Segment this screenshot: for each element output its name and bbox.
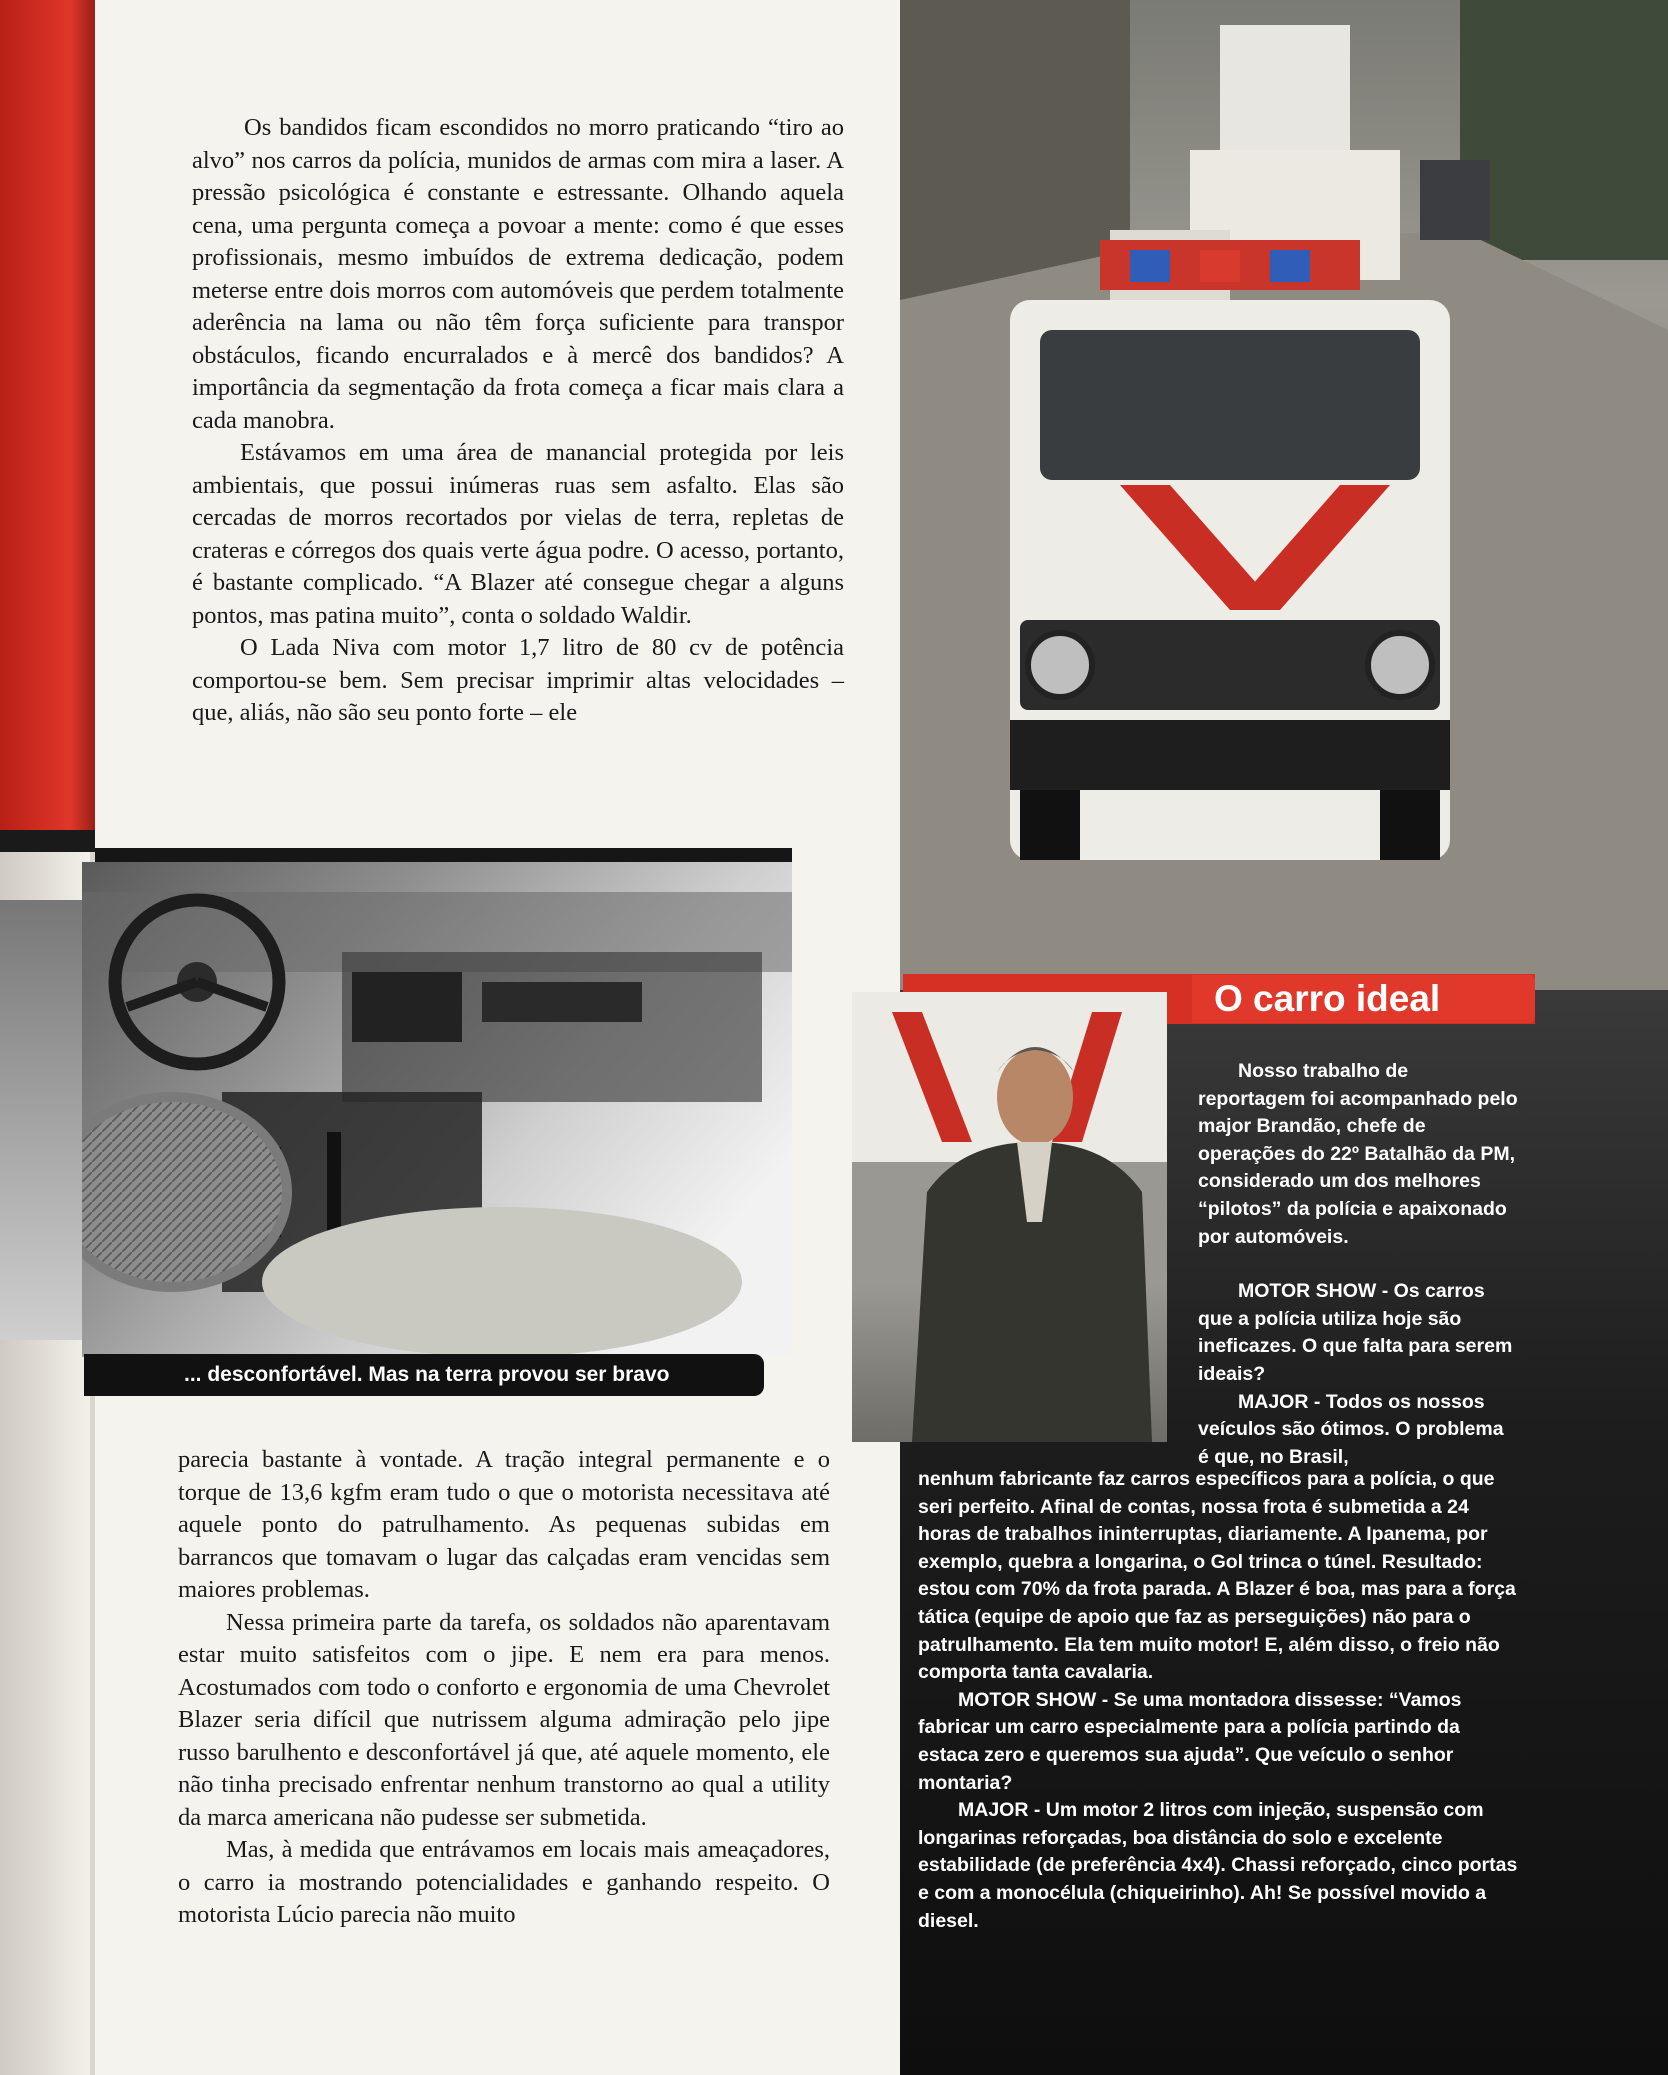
article-paragraph: Os bandidos ficam escondidos no morro praticando “tiro ao alvo” nos carros da polícia, munidos de armas com mira a laser. A pressão psicológica é constante e estressante. Olhando aquela cena, uma pergunta começa a povoar a mente: como é que esses profissionais, mesmo imbuídos de extrema dedicação, podem meterse entre dois morros com automóveis que perdem totalmente aderência na lama ou não têm força suficiente para transpor obstáculos, ficando encurralados e à mercê dos bandidos? A importância da segmentação da frota começa a ficar mais clara a cada manobra.: [192, 114, 844, 434]
red-page-edge: [0, 0, 100, 830]
sidebar-title: O carro ideal: [1192, 975, 1535, 1023]
police-cars-illustration: [900, 0, 1668, 990]
sidebar-intro: Nosso trabalho de reportagem foi acompanhado pelo major Brandão, chefe de operações do 22º Batalhão da PM, considerado um dos melhores “pilotos” da polícia e apaixonado por automóveis.: [1198, 1060, 1518, 1248]
question-1: MOTOR SHOW - Os carros que a polícia utiliza hoje são ineficazes. O que falta para serem ideais?: [1198, 1280, 1513, 1385]
major-portrait-photo: [852, 992, 1167, 1442]
question-2: MOTOR SHOW - Se uma montadora dissesse: “Vamos fabricar um carro especialmente para a polícia partindo da estaca zero e queremos sua ajuda”. Que veículo o senhor montaria?: [918, 1688, 1462, 1794]
article-paragraph: Mas, à medida que entrávamos em locais mais ameaçadores, o carro ia mostrando potencialidades e ganhando respeito. O motorista Lúcio parecia não muito: [178, 1836, 830, 1928]
police-cars-photo: [900, 0, 1668, 990]
sidebar-text-lower: [918, 1466, 1518, 1935]
black-stripe: [0, 830, 100, 852]
answer-1-rest: nenhum fabricante faz carros específicos para a polícia, o que seri perfeito. Afinal de contas, nossa frota é submetida a 24 horas de trabalhos ininterruptas, diariamente. A Ipanema, por exemplo, quebra a longarina, o Gol trinca o túnel. Resultado: estou com 70% da frota parada. A Blazer é boa, mas para a força tática (equipe de apoio que faz as perseguições) não para o patrulhamento. Ela tem muito motor! E, além disso, o freio não comporta tanta cavalaria.: [918, 1468, 1516, 1684]
sidebar-text-upper: [1198, 1058, 1518, 1471]
article-paragraph: O Lada Niva com motor 1,7 litro de 80 cv de potência comportou-se bem. Sem precisar imprimir altas velocidades – que, aliás, não são seu ponto forte – ele: [192, 634, 844, 726]
article-column-top: [192, 112, 844, 730]
dashboard-illustration: [82, 862, 792, 1357]
answer-1-start: MAJOR - Todos os nossos veículos são ótimos. O problema é que, no Brasil,: [1198, 1390, 1504, 1468]
answer-2: MAJOR - Um motor 2 litros com injeção, suspensão com longarinas reforçadas, boa distância do solo e excelente estabilidade (de preferência 4x4). Chassi reforçado, cinco portas e com a monocélula (chiqueirinho). Ah! Se possível movido a diesel.: [918, 1799, 1518, 1932]
dashboard-photo: [82, 862, 792, 1357]
door-photo-left: [0, 900, 82, 1340]
article-paragraph: parecia bastante à vontade. A tração integral permanente e o torque de 13,6 kgfm eram tudo o que o motorista necessitava até aquele ponto do patrulhamento. As pequenas subidas em barrancos que tomavam o lugar das calçadas eram vencidas sem maiores problemas.: [178, 1446, 830, 1603]
photo-caption: ... desconfortável. Mas na terra provou ser bravo: [84, 1354, 764, 1396]
portrait-illustration: [852, 992, 1167, 1442]
article-paragraph: Nessa primeira parte da tarefa, os soldados não aparentavam estar muito satisfeitos com o jipe. E nem era para menos. Acostumados com todo o conforto e ergonomia de uma Chevrolet Blazer seria difícil que nutrissem alguma admiração pelo jipe russo barulhento e desconfortável já que, até aquele momento, ele não tinha precisado enfrentar nenhum transtorno ao qual a utility da marca americana não pudesse ser submetida.: [178, 1608, 830, 1831]
article-paragraph: Estávamos em uma área de manancial protegida por leis ambientais, que possui inúmeras ruas sem asfalto. Elas são cercadas de morros recortados por vielas de terra, repletas de crateras e córregos dos quais verte água podre. O acesso, portanto, é bastante complicado. “A Blazer até consegue chegar a alguns pontos, mas patina muito”, conta o soldado Waldir.: [192, 439, 844, 629]
article-column-bottom: [178, 1444, 830, 1932]
